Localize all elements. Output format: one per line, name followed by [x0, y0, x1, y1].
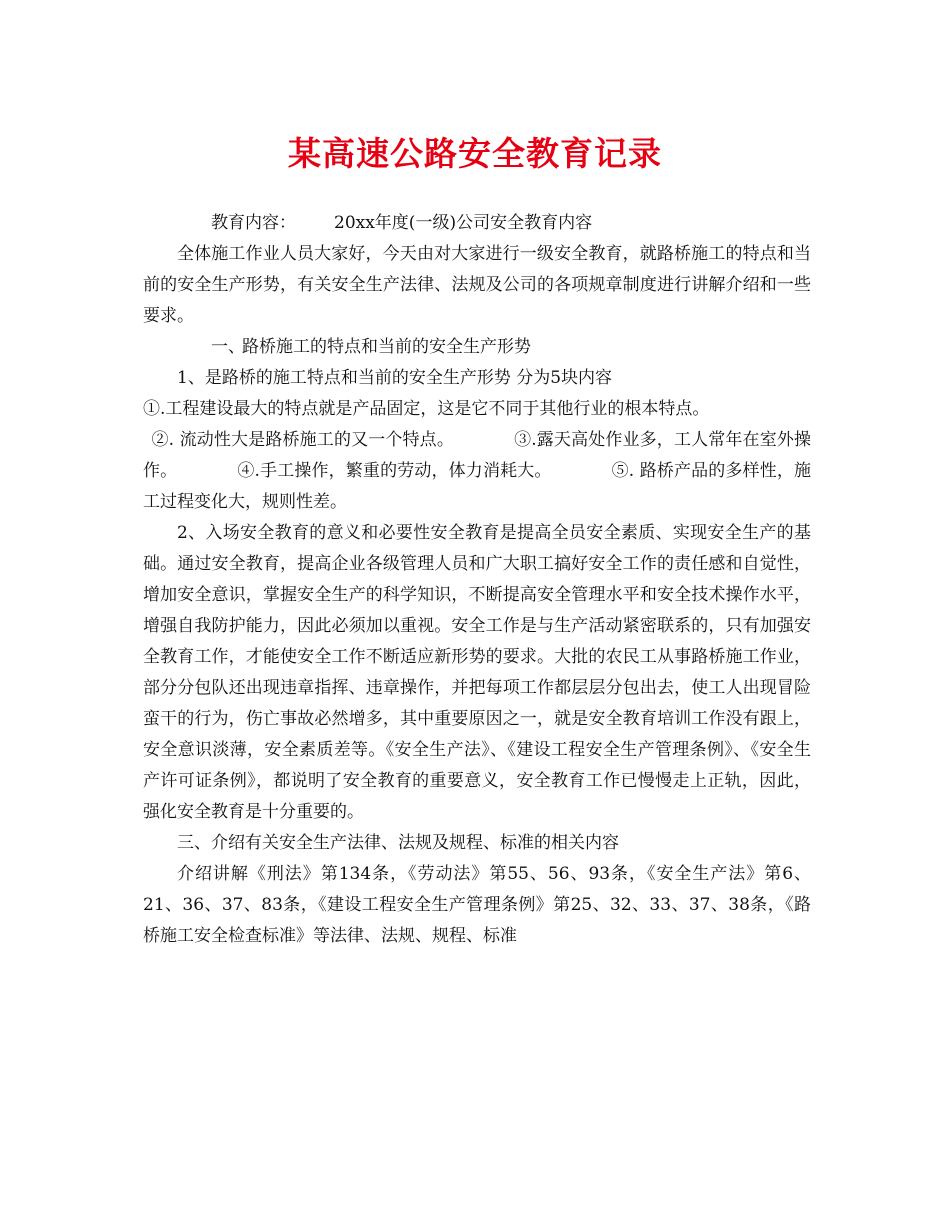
item-3-paragraph: 介绍讲解《刑法》第134条，《劳动法》第55、56、93条，《安全生产法》第6、21、36、37、83条，《建设工程安全生产管理条例》第25、32、33、37、38条，《路桥施工安全检查标准》等法律、法规、规程、标准	[143, 864, 811, 946]
item-1-heading: 1、是路桥的施工特点和当前的安全生产形势 分为5块内容	[177, 368, 613, 388]
item-2-paragraph: 2、入场安全教育的意义和必要性安全教育是提高全员安全素质、实现安全生产的基础。通过安全教育，提高企业各级管理人员和广大职工搞好安全工作的责任感和自觉性，增加安全意识，掌握安全生产的科学知识，不断提高安全管理水平和安全技术操作水平，增强自我防护能力，因此必须加以重视。安全工作是与生产活动紧密联系的，只有加强安全教育工作，才能使安全工作不断适应新形势的要求。大批的农民工从事路桥施工作业，部分分包队还出现违章指挥、违章操作，并把每项工作都层层分包出去，使工人出现冒险蛮干的行为，伤亡事故必然增多，其中重要原因之一，就是安全教育培训工作没有跟上，安全意识淡薄，安全素质差等。《安全生产法》、《建设工程安全生产管理条例》、《安全生产许可证条例》，都说明了安全教育的重要意义，安全教育工作已慢慢走上正轨，因此，强化安全教育是十分重要的。	[143, 523, 811, 822]
section-1-heading	[143, 332, 811, 363]
point-1-paragraph: ①.工程建设最大的特点就是产品固定，这是它不同于其他行业的根本特点。	[143, 399, 710, 419]
education-content-line	[143, 208, 811, 239]
education-content-value: 20xx年度(一级)公司安全教育内容	[334, 213, 593, 233]
section-3-heading: 三、介绍有关安全生产法律、法规及规程、标准的相关内容	[177, 833, 619, 853]
section-1-number: 一、	[211, 337, 245, 357]
points-2-5-paragraph: ②. 流动性大是路桥施工的又一个特点。 ③.露天高处作业多，工人常年在室外操作。 ④.手工操作，繁重的劳动，体力消耗大。 ⑤. 路桥产品的多样性，施工过程变化大，规则性差。	[143, 430, 811, 512]
document-body	[143, 208, 811, 952]
section-1-title: 路桥施工的特点和当前的安全生产形势	[242, 337, 531, 357]
document-title: 某高速公路安全教育记录	[288, 134, 662, 173]
intro-paragraph: 全体施工作业人员大家好，今天由对大家进行一级安全教育，就路桥施工的特点和当前的安全生产形势，有关安全生产法律、法规及公司的各项规章制度进行讲解介绍和一些要求。	[143, 244, 811, 326]
education-content-label: 教育内容：	[211, 213, 296, 233]
